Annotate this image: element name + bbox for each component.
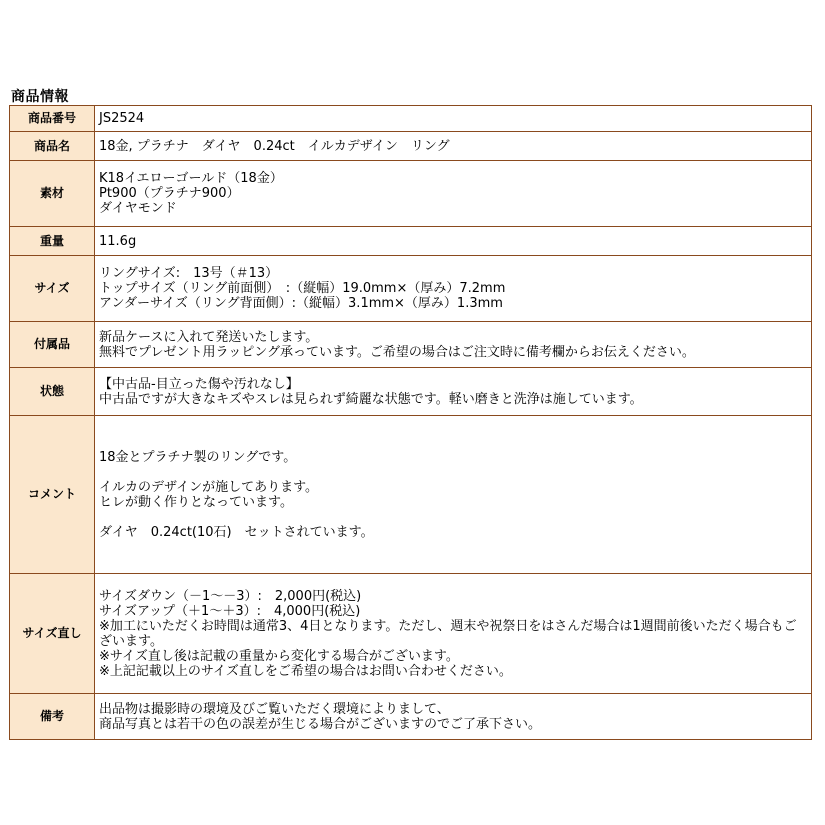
label-comment: コメント [10,416,95,574]
section-title: 商品情報 [11,89,69,105]
value-line: 商品写真とは若干の色の誤差が生じる場合がございますのでご了承下さい。 [99,716,542,732]
label-accessories: 付属品 [10,322,95,368]
row-comment [10,416,812,574]
value-weight [95,227,812,256]
value-line: サイズダウン（－1～－3）: 2,000円(税込) [99,588,362,604]
value-line: ※サイズ直し後は記載の重量から変化する場合がございます。 [99,648,459,664]
value-comment [95,416,812,574]
value-line: K18イエローゴールド（18金） [99,171,283,186]
value-product-number [95,106,812,132]
row-accessories [10,322,812,368]
value-line: 新品ケースに入れて発送いたします。 [99,329,319,345]
value-line: サイズアップ（＋1～＋3）: 4,000円(税込) [99,603,361,619]
label-condition: 状態 [10,368,95,416]
value-line: ダイヤ 0.24ct(10石) セットされています。 [99,524,374,540]
value-size [95,256,812,322]
value-line: JS2524 [99,111,145,126]
value-remarks [95,694,812,740]
row-weight [10,227,812,256]
label-material: 素材 [10,161,95,227]
value-line: ダイヤモンド [99,201,177,216]
row-size-adjustment [10,574,812,694]
row-remarks [10,694,812,740]
value-line: Pt900（プラチナ900） [99,186,240,201]
value-size-adjustment [95,574,812,694]
product-info-table [9,105,812,740]
label-product-number: 商品番号 [10,106,95,132]
value-accessories [95,322,812,368]
value-line: 中古品ですが大きなキズやスレは見られず綺麗な状態です。軽い磨きと洗浄は施しています。 [99,391,643,407]
value-line: ※上記記載以上のサイズ直しをご希望の場合はお問い合わせください。 [99,663,512,679]
label-weight: 重量 [10,227,95,256]
label-remarks: 備考 [10,694,95,740]
value-line: アンダーサイズ（リング背面側）:（縦幅）3.1mm×（厚み）1.3mm [99,296,503,311]
row-size [10,256,812,322]
value-condition [95,368,812,416]
label-product-name: 商品名 [10,132,95,161]
row-material [10,161,812,227]
value-product-name [95,132,812,161]
value-line: 【中古品-目立った傷や汚れなし】 [99,376,299,392]
blank-line [99,510,807,525]
value-line: トップサイズ（リング前面側） :（縦幅）19.0mm×（厚み）7.2mm [99,281,506,296]
row-product-number [10,106,812,132]
value-line: イルカのデザインが施してあります。 [99,479,319,495]
value-line: 18金とプラチナ製のリングです。 [99,449,297,465]
value-line: 18金, プラチナ ダイヤ 0.24ct イルカデザイン リング [99,138,450,154]
value-line: 無料でプレゼント用ラッピング承っています。ご希望の場合はご注文時に備考欄からお伝えください。 [99,344,695,360]
row-product-name [10,132,812,161]
value-line: 出品物は撮影時の環境及びご覧いただく環境によりまして、 [99,701,450,717]
blank-line [99,465,807,480]
value-line: ※加工にいただくお時間は通常3、4日となります。ただし、週末や祝祭日をはさんだ場合は1週間前後いただく場合もございます。 [99,618,797,649]
label-size-adjustment: サイズ直し [10,574,95,694]
value-line: リングサイズ: 13号（＃13） [99,266,279,281]
value-line: 11.6g [99,233,137,249]
row-condition [10,368,812,416]
label-size: サイズ [10,256,95,322]
value-line: ヒレが動く作りとなっています。 [99,494,293,510]
value-material [95,161,812,227]
